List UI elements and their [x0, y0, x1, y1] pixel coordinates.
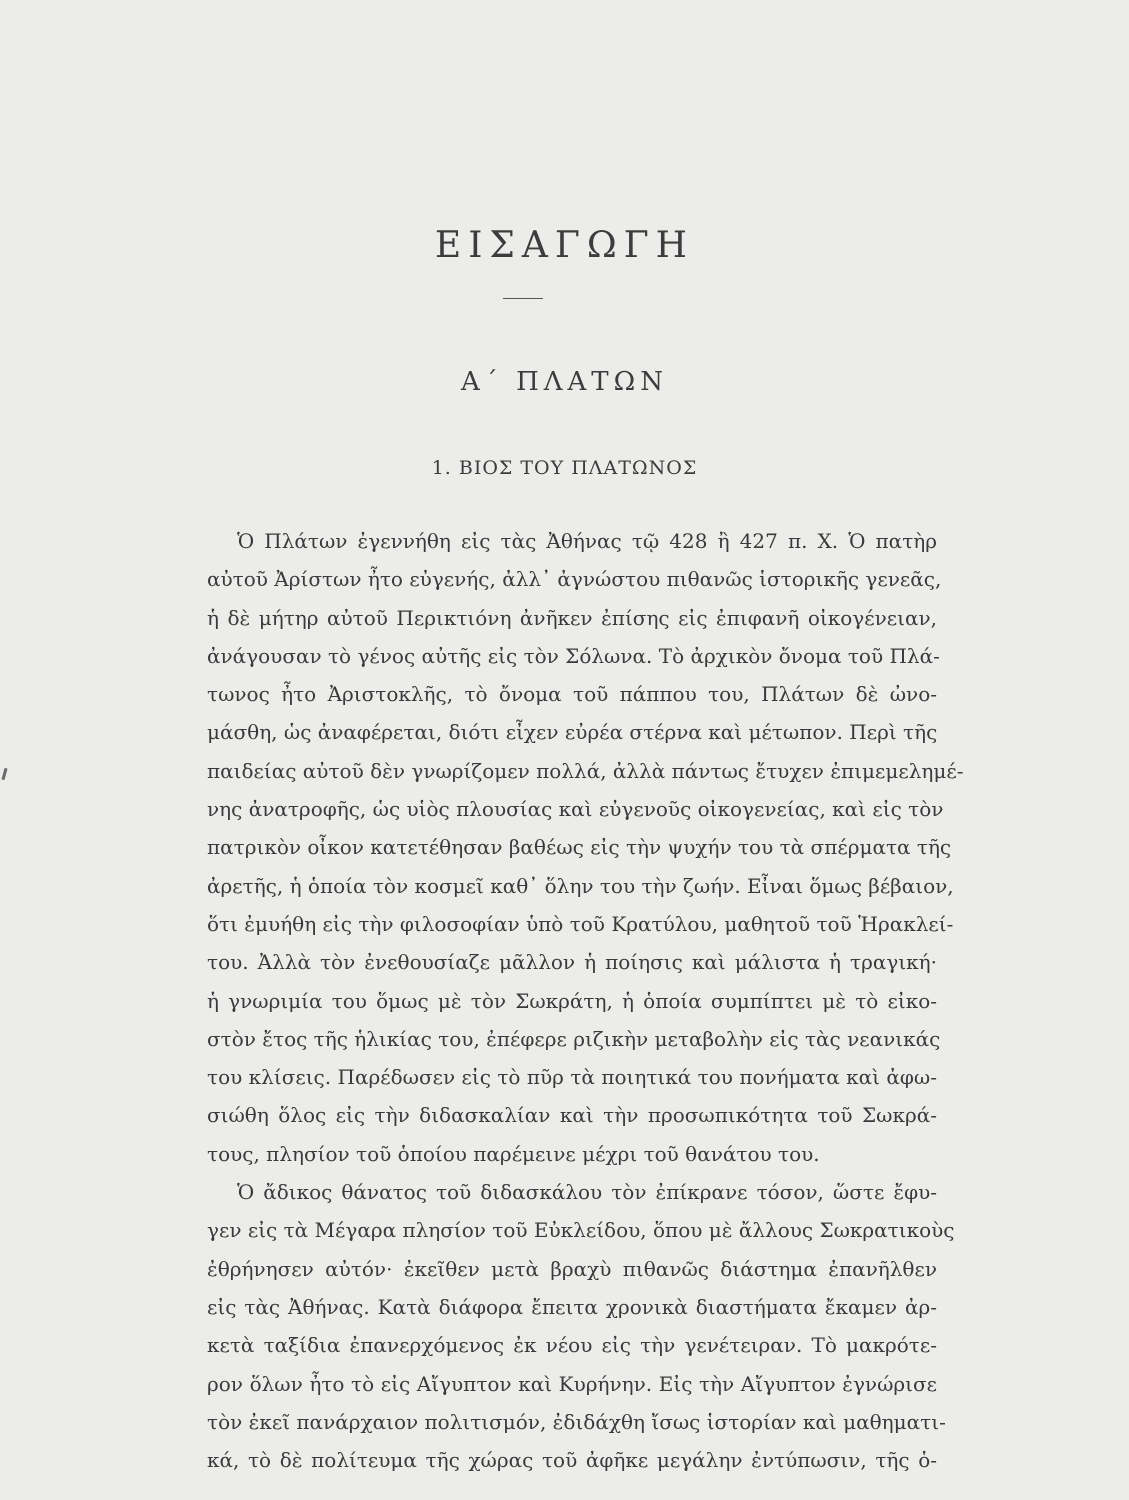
text-line: πατρικὸν οἶκον κατετέθησαν βαθέως εἰς τὴν ψυχήν του τὰ σπέρματα τῆς — [207, 835, 952, 860]
text-line: ἀρετῆς, ἡ ὁποία τὸν κοσμεῖ καθ᾽ ὅλην του τὴν ζωήν. Εἶναι ὅμως βέβαιον, — [207, 873, 954, 898]
margin-mark — [1, 768, 7, 780]
text-line: σιώθη ὅλος εἰς τὴν διδασκαλίαν καὶ τὴν προσωπικότητα τοῦ Σωκρά- — [207, 1103, 937, 1128]
text-line: ρον ὅλων ἦτο τὸ εἰς Αἴγυπτον καὶ Κυρήνην. Εἰς τὴν Αἴγυπτον ἐγνώρισε — [207, 1371, 937, 1396]
text-line: ὅτι ἐμυήθη εἰς τὴν φιλοσοφίαν ὑπὸ τοῦ Κρατύλου, μαθητοῦ τοῦ Ἡρακλεί- — [207, 911, 954, 936]
text-line: κετὰ ταξίδια ἐπανερχόμενος ἐκ νέου εἰς τὴν γενέτειραν. Τὸ μακρότε- — [207, 1333, 937, 1358]
text-line: γεν εἰς τὰ Μέγαρα πλησίον τοῦ Εὐκλείδου, ὅπου μὲ ἄλλους Σωκρατικοὺς — [207, 1218, 955, 1243]
text-line: αὐτοῦ Ἀρίστων ἦτο εὐγενής, ἀλλ᾽ ἀγνώστου πιθανῶς ἱστορικῆς γενεᾶς, — [207, 567, 942, 592]
text-line: ἡ δὲ μήτηρ αὐτοῦ Περικτιόνη ἀνῆκεν ἐπίσης εἰς ἐπιφανῆ οἰκογένειαν, — [207, 605, 937, 630]
text-line: τωνος ἦτο Ἀριστοκλῆς, τὸ ὄνομα τοῦ πάππου του, Πλάτων δὲ ὠνο- — [207, 682, 937, 707]
text-line: μάσθη, ὡς ἀναφέρεται, διότι εἶχεν εὐρέα στέρνα καὶ μέτωπον. Περὶ τῆς — [207, 720, 938, 745]
text-line: τὸν ἐκεῖ πανάρχαιον πολιτισμόν, ἐδιδάχθη ἴσως ἱστορίαν καὶ μαθηματι- — [207, 1409, 946, 1434]
body-text — [207, 522, 964, 1479]
text-line: κά, τὸ δὲ πολίτευμα τῆς χώρας τοῦ ἀφῆκε μεγάλην ἐντύπωσιν, τῆς ὁ- — [207, 1448, 937, 1473]
chapter-title: ΕΙΣΑΓΩΓΗ — [434, 225, 695, 266]
text-line: στὸν ἔτος τῆς ἡλικίας του, ἐπέφερε ριζικὴν μεταβολὴν εἰς τὰς νεανικάς — [207, 1026, 941, 1051]
text-line: Ὁ Πλάτων ἐγεννήθη εἰς τὰς Ἀθήνας τῷ 428 ἢ 427 π. Χ. Ὁ πατὴρ — [237, 529, 937, 553]
text-line: ἀνάγουσαν τὸ γένος αὐτῆς εἰς τὸν Σόλωνα. Τὸ ἀρχικὸν ὄνομα τοῦ Πλά- — [207, 643, 940, 668]
text-line: ἐθρήνησεν αὐτόν· ἐκεῖθεν μετὰ βραχὺ πιθανῶς διάστημα ἐπανῆλθεν — [207, 1256, 937, 1281]
text-line: Ὁ ἄδικος θάνατος τοῦ διδασκάλου τὸν ἐπίκρανε τόσον, ὥστε ἔφυ- — [237, 1180, 937, 1205]
text-line: νης ἀνατροφῆς, ὡς υἱὸς πλουσίας καὶ εὐγενοῦς οἰκογενείας, καὶ εἰς τὸν — [207, 797, 944, 822]
subsection-title: 1. ΒΙΟΣ ΤΟΥ ΠΛΑΤΩΝΟΣ — [431, 457, 698, 479]
title-divider — [503, 298, 543, 299]
section-title: Α΄ ΠΛΑΤΩΝ — [461, 367, 668, 397]
text-line: του κλίσεις. Παρέδωσεν εἰς τὸ πῦρ τὰ ποιητικά του πονήματα καὶ ἀφω- — [207, 1065, 937, 1090]
text-line: ἡ γνωριμία του ὅμως μὲ τὸν Σωκράτη, ἡ ὁποία συμπίπτει μὲ τὸ εἰκο- — [207, 988, 937, 1013]
text-line: παιδείας αὐτοῦ δὲν γνωρίζομεν πολλά, ἀλλὰ πάντως ἔτυχεν ἐπιμεμελημέ- — [207, 758, 964, 783]
text-line: τους, πλησίον τοῦ ὁποίου παρέμεινε μέχρι τοῦ θανάτου του. — [207, 1141, 820, 1166]
text-line: του. Ἀλλὰ τὸν ἐνεθουσίαζε μᾶλλον ἡ ποίησις καὶ μάλιστα ἡ τραγική· — [207, 950, 937, 975]
text-line: εἰς τὰς Ἀθήνας. Κατὰ διάφορα ἔπειτα χρονικὰ διαστήματα ἔκαμεν ἀρ- — [207, 1294, 937, 1319]
